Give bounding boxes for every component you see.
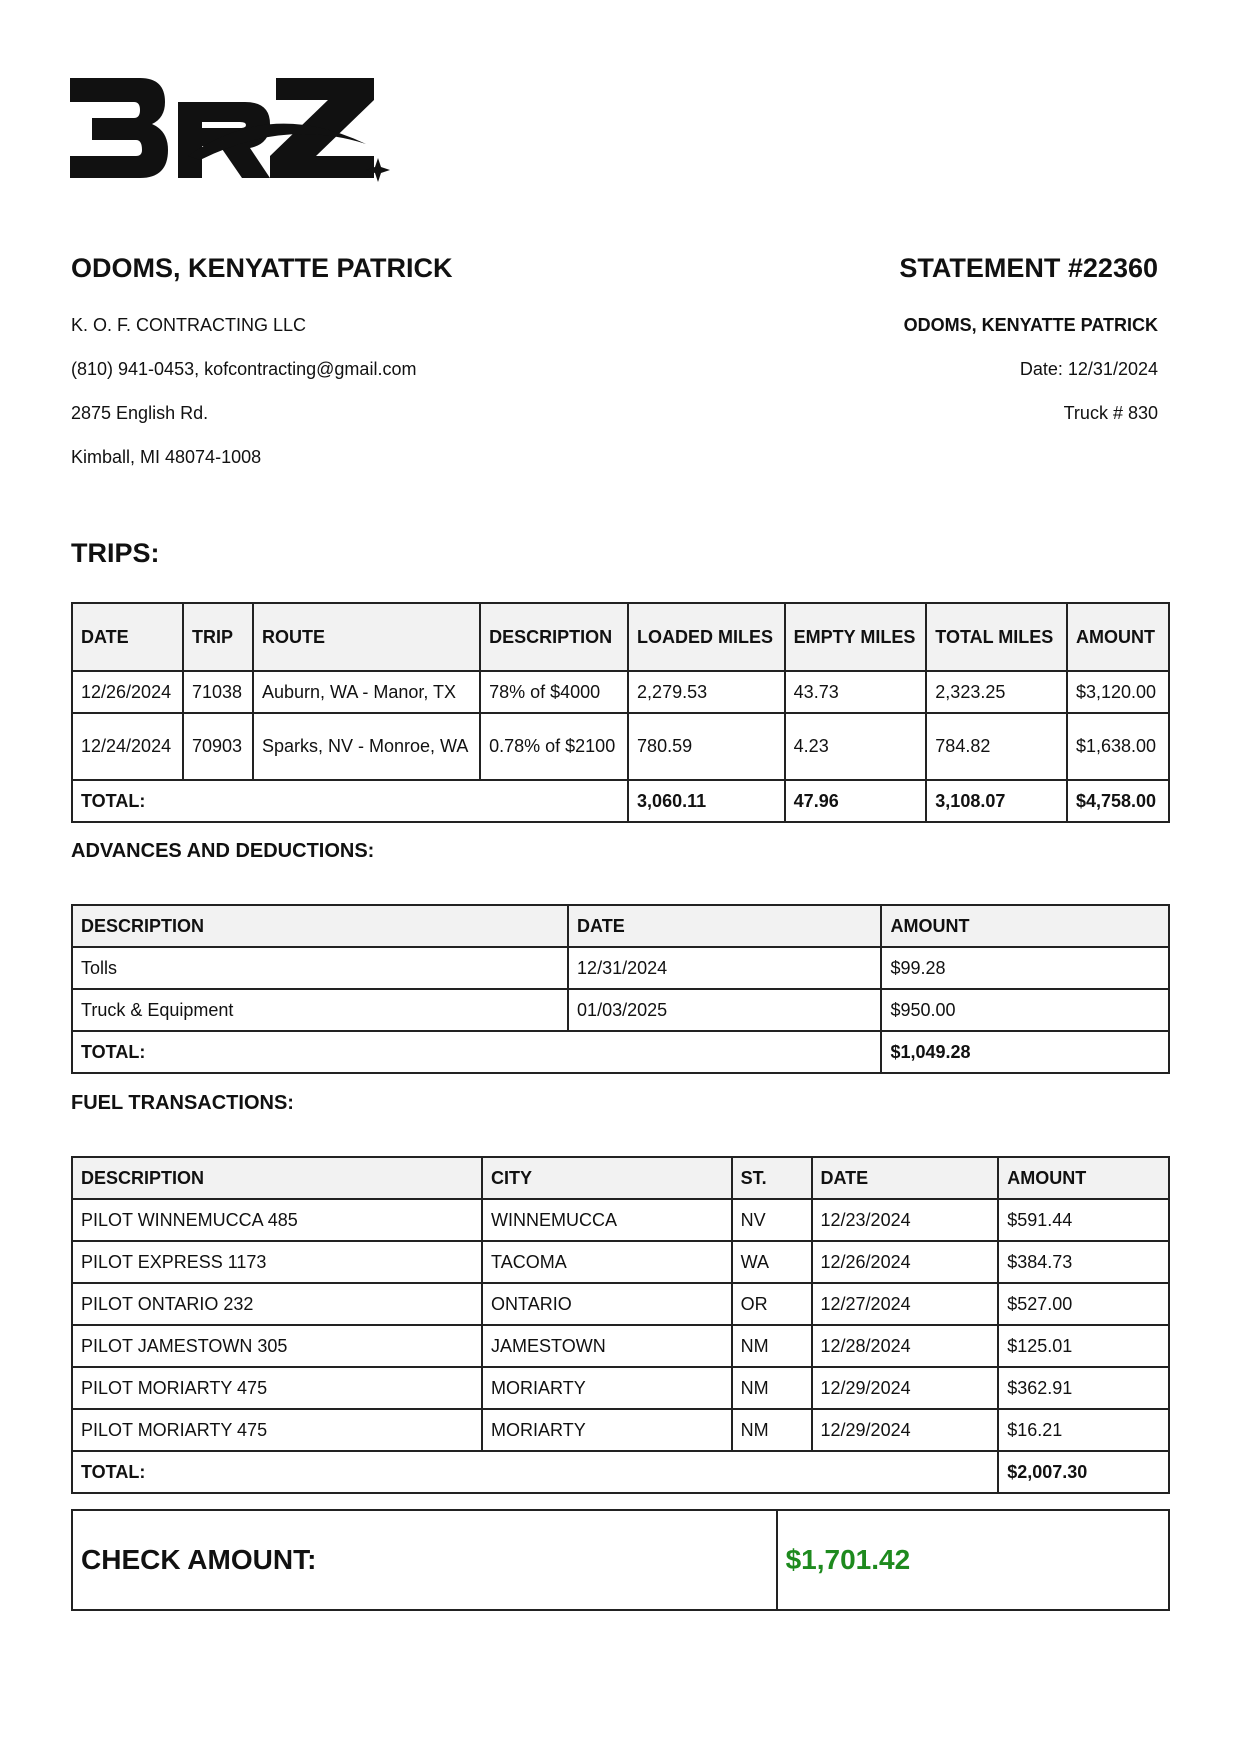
table-header-row: [72, 603, 1169, 671]
company-name: K. O. F. CONTRACTING LLC: [71, 315, 307, 335]
table-cell: $591.44: [998, 1199, 1169, 1241]
column-header: CITY: [482, 1157, 732, 1199]
table-cell: $125.01: [998, 1325, 1169, 1367]
table-cell: WINNEMUCCA: [482, 1199, 732, 1241]
total-label: TOTAL:: [72, 1451, 998, 1493]
table-total-row: [72, 1451, 1169, 1493]
company-address-line1: 2875 English Rd.: [71, 403, 209, 423]
table-cell: Sparks, NV - Monroe, WA: [253, 713, 480, 780]
check-amount-value: $1,701.42: [777, 1510, 1169, 1610]
statement-date: Date: 12/31/2024: [1019, 359, 1158, 379]
table-cell: $362.91: [998, 1367, 1169, 1409]
column-header: DESCRIPTION: [480, 603, 628, 671]
driver-name-title: ODOMS, KENYATTE PATRICK: [71, 253, 453, 283]
table-cell: $3,120.00: [1067, 671, 1169, 713]
table-cell: TACOMA: [482, 1241, 732, 1283]
table-cell: 784.82: [926, 713, 1067, 780]
table-cell: 70903: [183, 713, 253, 780]
total-amount: $4,758.00: [1067, 780, 1169, 822]
table-cell: $16.21: [998, 1409, 1169, 1451]
table-total-row: [72, 1031, 1169, 1073]
truck-number: Truck # 830: [1063, 403, 1158, 423]
company-contact: (810) 941-0453, kofcontracting@gmail.com: [71, 359, 417, 379]
statement-title: STATEMENT #22360: [899, 253, 1158, 283]
table-cell: 2,323.25: [926, 671, 1067, 713]
table-cell: 12/28/2024: [812, 1325, 999, 1367]
total-loaded-miles: 3,060.11: [628, 780, 785, 822]
table-cell: 71038: [183, 671, 253, 713]
table-cell: 12/23/2024: [812, 1199, 999, 1241]
table-cell: PILOT JAMESTOWN 305: [72, 1325, 482, 1367]
table-cell: 4.23: [785, 713, 927, 780]
table-row: [72, 713, 1169, 780]
column-header: AMOUNT: [881, 905, 1169, 947]
table-cell: PILOT WINNEMUCCA 485: [72, 1199, 482, 1241]
table-row: [72, 1241, 1169, 1283]
table-cell: 12/29/2024: [812, 1367, 999, 1409]
table-header-row: [72, 905, 1169, 947]
total-amount: $1,049.28: [881, 1031, 1169, 1073]
table-cell: 12/26/2024: [812, 1241, 999, 1283]
advances-table: [71, 904, 1170, 1074]
table-cell: PILOT ONTARIO 232: [72, 1283, 482, 1325]
trips-table: [71, 602, 1170, 823]
table-cell: PILOT MORIARTY 475: [72, 1367, 482, 1409]
column-header: TOTAL MILES: [926, 603, 1067, 671]
column-header: ST.: [732, 1157, 812, 1199]
table-cell: NM: [732, 1409, 812, 1451]
table-cell: MORIARTY: [482, 1409, 732, 1451]
table-cell: Auburn, WA - Manor, TX: [253, 671, 480, 713]
table-cell: PILOT MORIARTY 475: [72, 1409, 482, 1451]
column-header: DESCRIPTION: [72, 1157, 482, 1199]
statement-driver: ODOMS, KENYATTE PATRICK: [903, 315, 1158, 335]
column-header: ROUTE: [253, 603, 480, 671]
table-row: [72, 1409, 1169, 1451]
table-cell: 780.59: [628, 713, 785, 780]
table-cell: PILOT EXPRESS 1173: [72, 1241, 482, 1283]
table-cell: 78% of $4000: [480, 671, 628, 713]
table-cell: MORIARTY: [482, 1367, 732, 1409]
trips-section-title: TRIPS:: [71, 538, 160, 568]
column-header: AMOUNT: [1067, 603, 1169, 671]
table-row: [72, 1199, 1169, 1241]
fuel-section-title: FUEL TRANSACTIONS:: [71, 1092, 294, 1114]
total-label: TOTAL:: [72, 1031, 881, 1073]
table-row: [72, 1367, 1169, 1409]
table-row: [72, 671, 1169, 713]
fuel-table: [71, 1156, 1170, 1494]
table-cell: $384.73: [998, 1241, 1169, 1283]
advances-section-title: ADVANCES AND DEDUCTIONS:: [71, 840, 375, 862]
total-miles: 3,108.07: [926, 780, 1067, 822]
table-total-row: [72, 780, 1169, 822]
table-cell: $99.28: [881, 947, 1169, 989]
column-header: DATE: [72, 603, 183, 671]
table-cell: WA: [732, 1241, 812, 1283]
table-row: [72, 1283, 1169, 1325]
check-amount-label: CHECK AMOUNT:: [72, 1510, 777, 1610]
column-header: DESCRIPTION: [72, 905, 568, 947]
table-cell: ONTARIO: [482, 1283, 732, 1325]
table-cell: Tolls: [72, 947, 568, 989]
total-empty-miles: 47.96: [785, 780, 927, 822]
table-cell: 12/26/2024: [72, 671, 183, 713]
column-header: DATE: [568, 905, 881, 947]
column-header: DATE: [812, 1157, 999, 1199]
table-cell: 01/03/2025: [568, 989, 881, 1031]
table-header-row: [72, 1157, 1169, 1199]
company-logo: [70, 78, 390, 193]
table-row: [72, 1325, 1169, 1367]
check-amount-box: [71, 1509, 1170, 1611]
table-cell: 12/31/2024: [568, 947, 881, 989]
total-label: TOTAL:: [72, 780, 628, 822]
table-cell: 2,279.53: [628, 671, 785, 713]
table-cell: 12/29/2024: [812, 1409, 999, 1451]
table-cell: NM: [732, 1367, 812, 1409]
table-cell: $950.00: [881, 989, 1169, 1031]
table-cell: JAMESTOWN: [482, 1325, 732, 1367]
company-info: [71, 314, 416, 490]
column-header: AMOUNT: [998, 1157, 1169, 1199]
table-row: [72, 989, 1169, 1031]
total-amount: $2,007.30: [998, 1451, 1169, 1493]
column-header: EMPTY MILES: [785, 603, 927, 671]
table-cell: $1,638.00: [1067, 713, 1169, 780]
table-cell: 12/27/2024: [812, 1283, 999, 1325]
table-cell: $527.00: [998, 1283, 1169, 1325]
table-cell: Truck & Equipment: [72, 989, 568, 1031]
table-cell: OR: [732, 1283, 812, 1325]
table-cell: NV: [732, 1199, 812, 1241]
table-row: [72, 947, 1169, 989]
column-header: TRIP: [183, 603, 253, 671]
table-cell: 0.78% of $2100: [480, 713, 628, 780]
table-cell: 12/24/2024: [72, 713, 183, 780]
column-header: LOADED MILES: [628, 603, 785, 671]
statement-info: [904, 314, 1158, 446]
table-cell: NM: [732, 1325, 812, 1367]
table-cell: 43.73: [785, 671, 927, 713]
company-address-line2: Kimball, MI 48074-1008: [71, 447, 262, 467]
